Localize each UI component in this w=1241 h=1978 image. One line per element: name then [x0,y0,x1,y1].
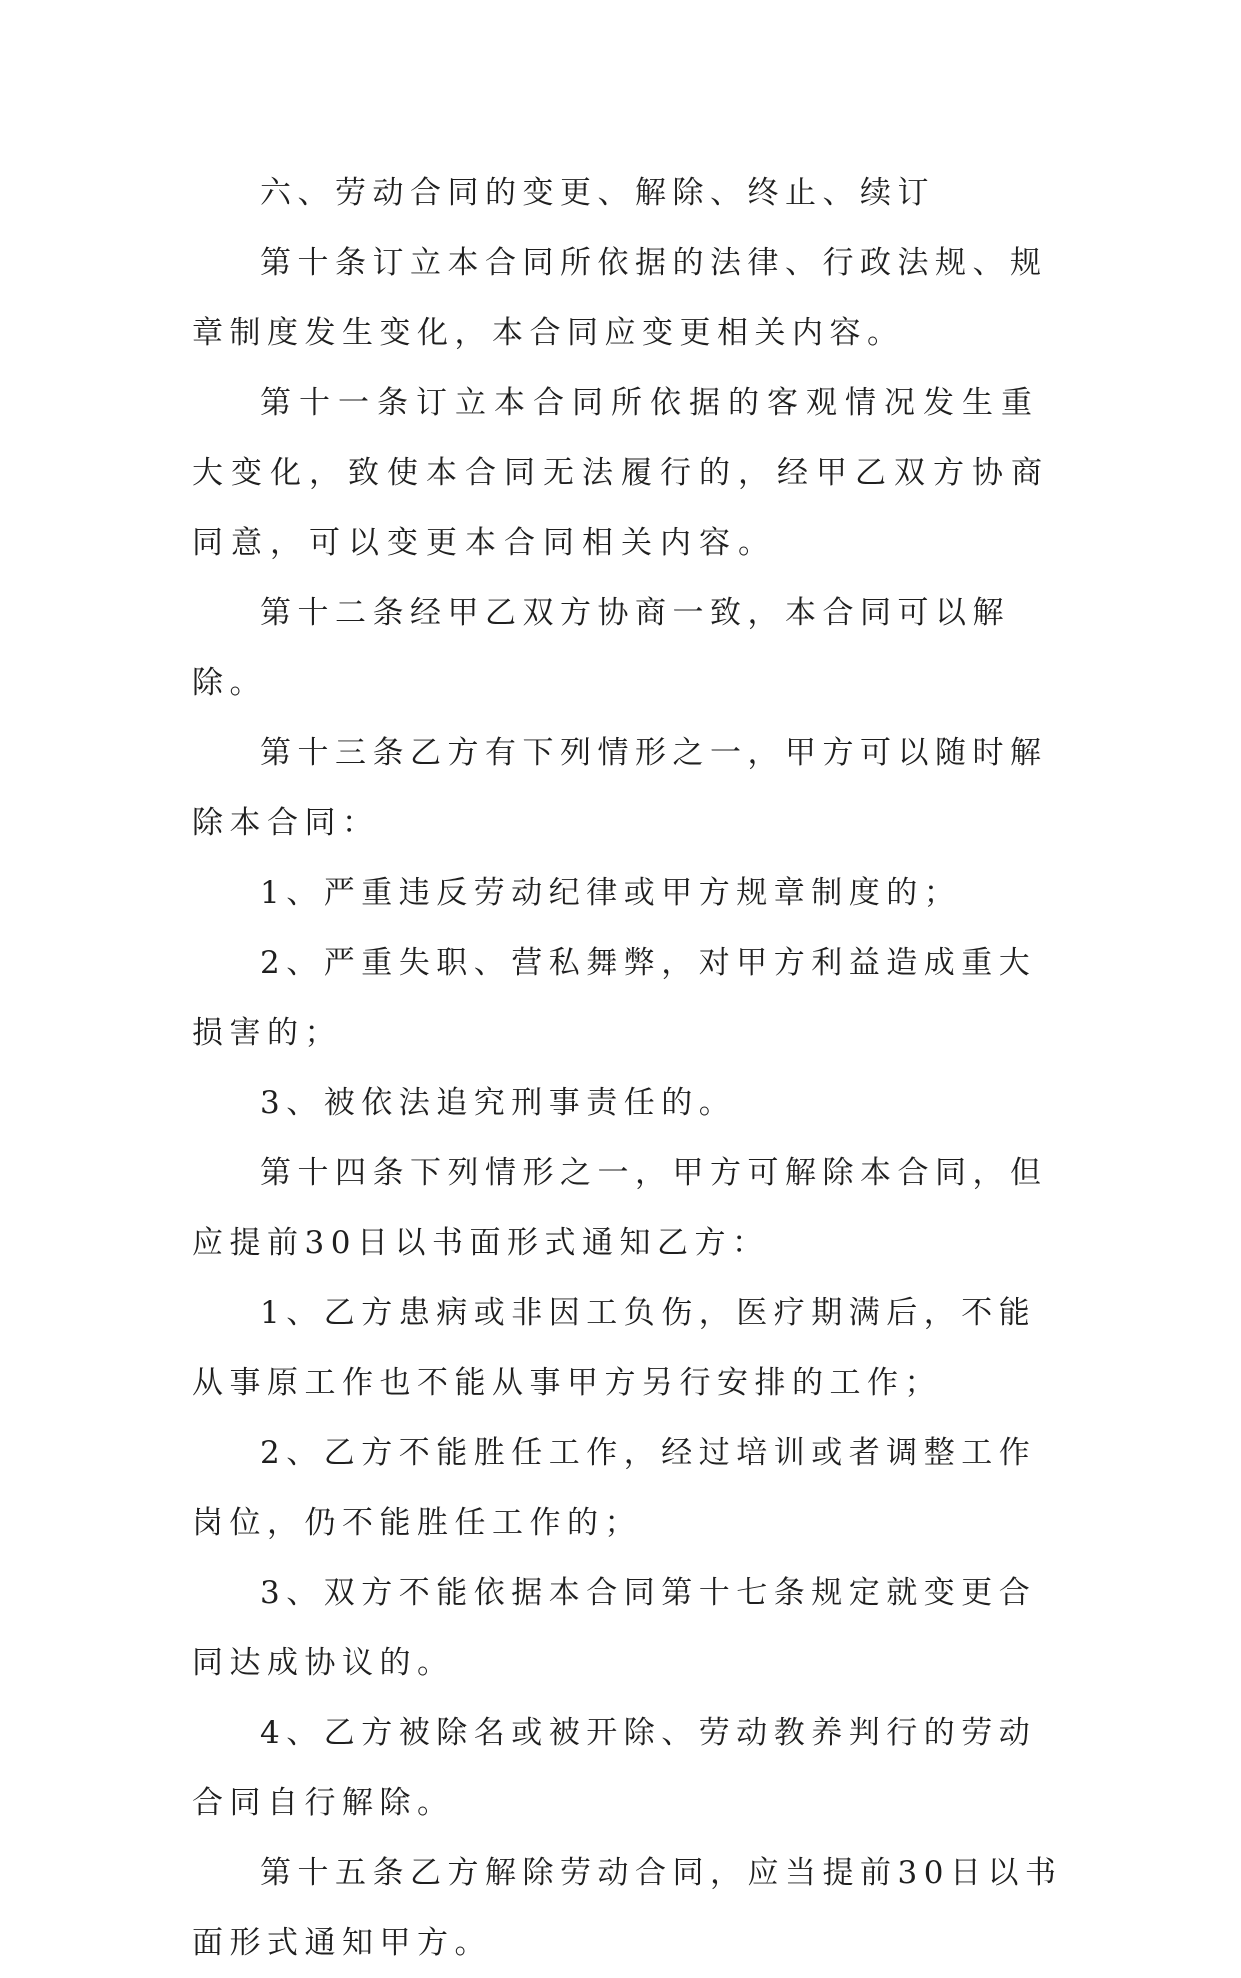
clause-11: 第十一条订立本合同所依据的客观情况发生重大变化，致使本合同无法履行的，经甲乙双方协商同意，可以变更本合同相关内容。 [192,385,1050,561]
clause-13-item-2: 2、严重失职、营私舞弊，对甲方利益造成重大损害的； [192,945,1037,1051]
clause-14-item-2: 2、乙方不能胜任工作，经过培训或者调整工作岗位，仍不能胜任工作的； [192,1435,1037,1541]
clause-15: 第十五条乙方解除劳动合同，应当提前30日以书面形式通知甲方。 [192,1855,1063,1961]
clause-13: 第十三条乙方有下列情形之一，甲方可以随时解除本合同： [192,735,1048,841]
clause-14-item-4: 4、乙方被除名或被开除、劳动教养判行的劳动合同自行解除。 [192,1715,1037,1821]
clause-14: 第十四条下列情形之一，甲方可解除本合同，但应提前30日以书面形式通知乙方： [192,1155,1048,1261]
clause-14-item-3: 3、双方不能依据本合同第十七条规定就变更合同达成协议的。 [192,1575,1037,1681]
clause-13-item-3: 3、被依法追究刑事责任的。 [260,1085,737,1121]
section-heading: 六、劳动合同的变更、解除、终止、续订 [260,175,935,211]
clause-10: 第十条订立本合同所依据的法律、行政法规、规章制度发生变化，本合同应变更相关内容。 [192,245,1048,351]
document-body [192,158,1072,1978]
clause-13-item-1: 1、严重违反劳动纪律或甲方规章制度的； [260,875,962,911]
clause-14-item-1: 1、乙方患病或非因工负伤，医疗期满后，不能从事原工作也不能从事甲方另行安排的工作； [192,1295,1037,1401]
clause-12: 第十二条经甲乙双方协商一致，本合同可以解除。 [192,595,1010,701]
